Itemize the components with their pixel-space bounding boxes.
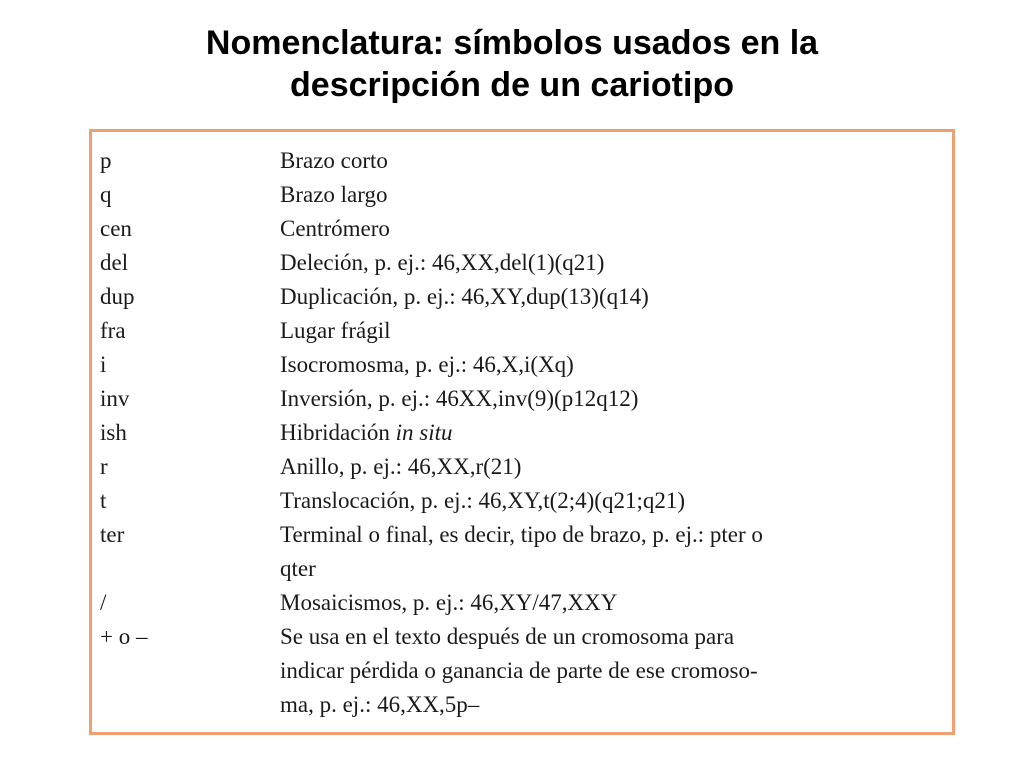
description-line: Isocromosma, p. ej.: 46,X,i(Xq) xyxy=(280,352,574,377)
symbol-cell: r xyxy=(100,454,108,479)
nomenclature-rows xyxy=(100,144,952,722)
description-line: Translocación, p. ej.: 46,XY,t(2;4)(q21;q21) xyxy=(280,488,686,513)
title-line-2: descripción de un cariotipo xyxy=(290,66,734,104)
table-row xyxy=(100,484,952,518)
table-row xyxy=(100,280,952,314)
symbol-cell: i xyxy=(100,352,107,377)
symbol-cell: cen xyxy=(100,216,132,241)
description-line: Mosaicismos, p. ej.: 46,XY/47,XXY xyxy=(280,590,618,615)
symbol-cell: + o – xyxy=(100,624,148,649)
table-row xyxy=(100,314,952,348)
table-row xyxy=(100,382,952,416)
description-cell xyxy=(280,144,952,178)
description-cell xyxy=(280,382,952,416)
table-row xyxy=(100,450,952,484)
description-cell xyxy=(280,246,952,280)
description-cell xyxy=(280,348,952,382)
symbol-cell: / xyxy=(100,590,107,615)
table-row xyxy=(100,416,952,450)
description-line: Se usa en el texto después de un cromosoma para xyxy=(280,624,735,649)
description-line: Anillo, p. ej.: 46,XX,r(21) xyxy=(280,454,522,479)
table-row xyxy=(100,620,952,722)
description-line: Brazo corto xyxy=(280,148,388,173)
table-row xyxy=(100,518,952,586)
symbol-cell: fra xyxy=(100,318,126,343)
description-cell xyxy=(280,280,952,314)
table-row xyxy=(100,178,952,212)
description-line: Lugar frágil xyxy=(280,318,391,343)
description-line: Brazo largo xyxy=(280,182,388,207)
table-row xyxy=(100,212,952,246)
title-line-1: Nomenclatura: símbolos usados en la xyxy=(205,24,819,62)
description-line: ma, p. ej.: 46,XX,5p– xyxy=(280,692,480,717)
table-row xyxy=(100,144,952,178)
description-text: Hibridación xyxy=(280,420,396,445)
symbol-cell: ish xyxy=(100,420,127,445)
description-line: indicar pérdida o ganancia de parte de ese cromoso- xyxy=(280,658,758,683)
description-line: Deleción, p. ej.: 46,XX,del(1)(q21) xyxy=(280,250,605,275)
description-line: Centrómero xyxy=(280,216,390,241)
description-italic-text: in situ xyxy=(395,420,453,445)
description-cell xyxy=(280,416,952,450)
description-line xyxy=(280,416,952,450)
description-cell xyxy=(280,450,952,484)
description-cell xyxy=(280,212,952,246)
description-cell xyxy=(280,484,952,518)
symbol-cell: t xyxy=(100,488,107,513)
description-line: Terminal o final, es decir, tipo de brazo, p. ej.: pter o xyxy=(280,522,763,547)
table-row xyxy=(100,586,952,620)
description-cell xyxy=(280,586,952,620)
description-cell xyxy=(280,620,952,722)
nomenclature-table xyxy=(89,129,955,735)
description-line: Duplicación, p. ej.: 46,XY,dup(13)(q14) xyxy=(280,284,649,309)
description-line: Inversión, p. ej.: 46XX,inv(9)(p12q12) xyxy=(280,386,639,411)
description-cell xyxy=(280,314,952,348)
description-cell xyxy=(280,518,952,586)
description-cell xyxy=(280,178,952,212)
table-row xyxy=(100,246,952,280)
symbol-cell: del xyxy=(100,250,129,275)
description-line: qter xyxy=(280,556,316,581)
slide-title xyxy=(0,22,1024,106)
table-row xyxy=(100,348,952,382)
symbol-cell: inv xyxy=(100,386,130,411)
symbol-cell: dup xyxy=(100,284,135,309)
symbol-cell: p xyxy=(100,148,112,173)
symbol-cell: ter xyxy=(100,522,125,547)
symbol-cell: q xyxy=(100,182,112,207)
